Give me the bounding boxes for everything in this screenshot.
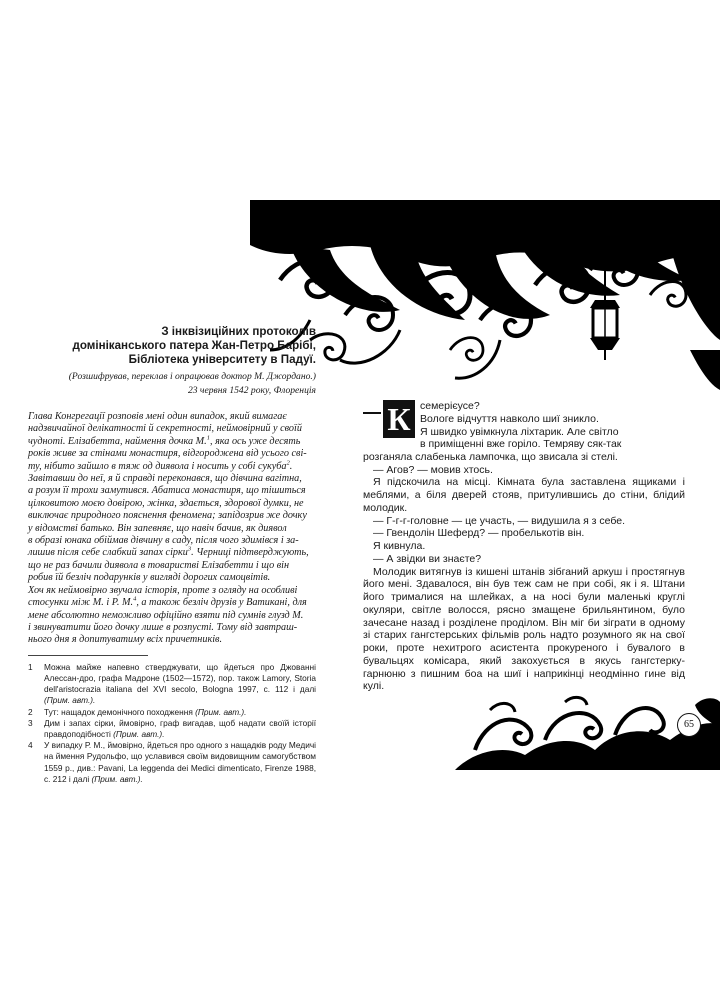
opening-line: Вологе відчуття навколо шиї зникло. (420, 412, 599, 425)
paragraph: розганяла слабенька лампочка, що звисала зі стелі. (363, 450, 618, 463)
footnote-text: Тут: нащадок демонічного походження (44, 706, 196, 717)
footnote-text: Дим і запах сірки, ймовірно, граф вигадав, щоб надати своїй історії правдоподібності (44, 717, 316, 739)
body-line: Хоч як неймовірно звучала історія, проте з огляду на особливі (28, 584, 298, 596)
footnote-tag: (Прим. авт.). (113, 728, 165, 739)
paragraph: Я кивнула. (373, 540, 426, 552)
protocol-heading-line: Бібліотека університету в Падуї. (128, 353, 316, 366)
body-line: лишив після себе слабкий запах сірки$^3$. Черниці підтверджують, (28, 546, 309, 559)
body-line: Глава Конгрегації розповів мені один випадок, який вимагає (28, 411, 287, 422)
footnote-tag: (Прим. авт.). (195, 706, 247, 717)
footnote-number: 2 (28, 706, 33, 717)
body-line: виключає природного пояснення феномена; запідозрив же дочку (28, 510, 307, 522)
footnote (28, 662, 316, 707)
body-line: і звинуватити його дочку лише в розпусті. Тому від завтраш- (28, 621, 298, 633)
body-line: років живе за стінами монастиря, відгороджена від усього сві- (28, 448, 307, 460)
paragraph: — Агов? — мовив хтось. (373, 463, 493, 476)
footnote-text: Можна майже напевно стверджувати, що йдеться про Джованні Алессан-дро, графа Мадроне (1502—1572), пор. також Lamory, Storia dell'aristocrazia italiana del XVI secolo, Bologna 1997, с. 112 і далі (44, 661, 316, 695)
paragraph: Молодик витягнув із кишені штанів зібганий аркуш і простягнув його мені. Здавалося, він був теж сам не при собі, як і я. Штани його трималися на шлейках, а на носі були маленькі круглі окуляри, світле волосся, рясно змащене брильянтином, було зачесане назад і розділене проділом. Він міг би зіграти в одному зі старих гангстерських фільмів роль надто розумного як на свої роки, проте нехитрого асистента прокуреного і бувалого в бувальцях комісара, який закохується в якусь гангстерку-гарнюню з пишним боа на шиї і наприкінці неодмінно гине від кулі. (363, 565, 685, 693)
footnote-text: У випадку Р. М., ймовірно, йдеться про одного з нащадків роду Медичі на ймення Рудольфо, що уславився своїм видовищним самогубством 1559 р., див.: Pavani, La leggenda dei Medici dimenticato, Firenze 1988, с. 212 і далі (44, 740, 316, 784)
protocol-heading-line: З інквізиційних протоколів (161, 325, 316, 338)
footnote-number: 4 (28, 740, 33, 751)
protocol-body (28, 411, 316, 647)
opening-line: Я швидко увімкнула ліхтарик. Але світло (420, 425, 619, 438)
protocol-heading-line: домініканського патера Жан-Петро Барібі, (72, 339, 316, 352)
body-line: в образі юнака обіймав дівчину в саду, після чого здимівся і за- (28, 535, 299, 547)
body-line: Завітавши до неї, я й справді переконався, що дівчина вагітна, (28, 473, 302, 485)
body-line: мене абсолютно неможливо офіційно взяти під сумнів глузд М. (28, 609, 304, 621)
right-page (363, 400, 685, 693)
dateline: 23 червня 1542 року, Флоренція (187, 385, 316, 396)
footnote-ref[interactable]: 3 (187, 546, 192, 554)
paragraph: — Гвендолін Шеферд? — пробелькотів він. (373, 527, 585, 540)
body-line: а розум її трохи замутився. Абатиса монастиря, що тішиться (28, 485, 306, 497)
opening-line: в приміщенні вже горіло. Темряву сяк-так (420, 438, 622, 450)
paragraph: — Г-г-г-головне — це участь, — видушила я з себе. (373, 514, 626, 527)
footnote-divider (28, 655, 148, 656)
footnote-number: 1 (28, 661, 33, 672)
chapter-heading-block (28, 325, 316, 397)
footnote-number: 3 (28, 717, 33, 728)
body-line: нього дня я допитуватиму всіх причетників. (28, 634, 223, 646)
footnote-tag: (Прим. авт.). (91, 773, 143, 784)
body-line: стосунки між М. і Р. М.$^4$, а також безліч друзів у Ватикані, для (28, 595, 307, 609)
body-line: у відомстві батько. Він запевняє, що навіч бачив, як диявол (28, 522, 287, 534)
left-page (28, 325, 316, 785)
opening-line: семерієусе? (420, 400, 480, 412)
page-number: 65 (677, 713, 701, 737)
filigree-ornament-with-lantern-icon (250, 200, 720, 400)
footnote-tag: (Прим. авт.). (44, 695, 96, 706)
footnote (28, 718, 316, 740)
footnote-ref[interactable]: 2 (286, 459, 290, 467)
paragraph: Я підскочила на місці. Кімната була заставлена ящиками і меблями, а біля дверей стояв, притулившись до стіни, блідий молодик. (363, 476, 685, 514)
opening-dash (363, 412, 381, 414)
body-line: надзвичайної делікатності й секретності, неймовірний у своїй (28, 423, 302, 435)
footnote (28, 707, 316, 718)
body-line: що не раз бачили диявола в товаристві Елізабетти і що він (28, 559, 290, 571)
drop-cap: К (383, 400, 415, 438)
chapter-opening (363, 400, 685, 438)
body-line: чудноті. Елізабетта, наймення дочка М.$^1$, яка ось уже десять (28, 434, 301, 447)
footnote (28, 740, 316, 785)
body-line: ту, нібито зайшло в тяж од диявола і носить у собі сукуба$^2$. (28, 459, 293, 472)
paragraph: — А звідки ви знаєте? (373, 552, 482, 565)
footnote-ref[interactable]: 4 (133, 595, 137, 603)
translation-credits: (Розшифрував, переклав і опрацював доктор М. Джордано.) (68, 371, 316, 382)
body-line: цілковитою моєю довірою, жінка, здається, здорової думки, не (28, 497, 304, 509)
body-line: робив їй безліч подарунків у вигляді дорогих самоцвітів. (28, 572, 271, 584)
footnotes (28, 662, 316, 785)
footnote-ref[interactable]: 1 (206, 434, 210, 442)
